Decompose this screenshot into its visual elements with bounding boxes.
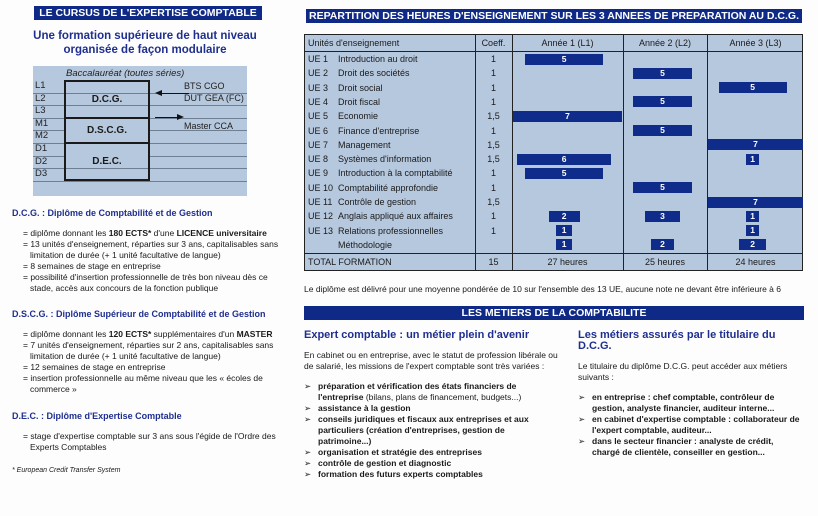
ue-name: Méthodologie <box>338 239 393 250</box>
hours-table <box>304 34 803 271</box>
ue-name: Comptabilité approfondie <box>338 182 439 193</box>
ue-coeff: 1 <box>490 225 496 236</box>
hours-bar-year-3: 5 <box>719 82 787 93</box>
ue-coeff: 1 <box>490 68 496 79</box>
arrow-bullet-icon: ➢ <box>578 392 586 402</box>
ue-name: Relations professionnelles <box>338 225 444 236</box>
dscg-box <box>64 117 150 144</box>
mission-item: ➢ organisation et stratégie des entreprises <box>304 447 482 457</box>
arrow-bullet-icon: ➢ <box>304 447 312 457</box>
list-item: = insertion professionnelle au même niveau que les « écoles de commerce » <box>23 373 263 394</box>
column-divider <box>623 35 624 270</box>
mission-item: ➢ assistance à la gestion <box>304 403 411 413</box>
arrow-bullet-icon: ➢ <box>304 458 312 468</box>
total-coeff: 15 <box>488 257 499 268</box>
ue-name: Finance d'entreprise <box>338 125 420 136</box>
ue-code: UE 10 <box>308 182 334 193</box>
table-note: Le diplôme est délivré pour une moyenne pondérée de 10 sur l'ensemble des 13 UE, aucune note ne devant être inférieure à 6 <box>304 284 781 294</box>
ue-name: Economie <box>338 111 379 122</box>
diagram-baccalaureat-label: Baccalauréat (toutes séries) <box>66 68 185 79</box>
dcg-box-label: D.C.G. <box>66 94 148 105</box>
repartition-banner: REPARTITION DES HEURES D'ENSEIGNEMENT SUR LES 3 ANNEES DE PREPARATION AU D.C.G. <box>306 9 802 23</box>
table-header-2: Année 1 (L1) <box>541 38 594 48</box>
ue-coeff: 1 <box>490 96 496 107</box>
ue-name: Introduction au droit <box>338 54 418 64</box>
bold-text: MASTER <box>236 329 273 339</box>
dec-title: D.E.C. : Diplôme d'Expertise Comptable <box>12 411 182 421</box>
total-year-2: 25 heures <box>644 257 686 268</box>
level-label-l2: L2 <box>35 92 46 104</box>
ue-code: UE 1 <box>308 54 329 64</box>
list-item: = 12 semaines de stage en entreprise <box>23 362 166 372</box>
ue-code: UE 9 <box>308 168 329 179</box>
list-item: = diplôme donnant les 180 ECTS* d'une LICENCE universitaire <box>23 228 267 238</box>
exit-label-master: Master CCA <box>184 121 234 131</box>
metiers-banner: LES METIERS DE LA COMPTABILITE <box>304 306 804 320</box>
arrow-bullet-icon: ➢ <box>304 469 312 479</box>
ue-code: UE 7 <box>308 139 329 150</box>
hours-bar-year-3: 7 <box>708 197 803 208</box>
hours-bar-year-1: 7 <box>513 111 622 122</box>
dec-box <box>64 142 150 181</box>
dscg-section <box>12 309 292 395</box>
arrow-bullet-icon: ➢ <box>304 403 312 413</box>
entry-arrow-head-icon <box>155 90 162 96</box>
dscg-list <box>12 329 292 395</box>
ue-name: Management <box>338 139 391 150</box>
expert-comptable-column <box>304 330 559 480</box>
exit-arrow <box>155 117 177 118</box>
list-item: = possibilité d'insertion professionnelle de très bon niveau dès ce stade, accès aux concours de la fonction publique <box>23 272 268 293</box>
hours-bar-year-3: 1 <box>746 154 760 165</box>
ue-name: Anglais appliqué aux affaires <box>338 211 453 222</box>
ue-code: UE 5 <box>308 111 329 122</box>
level-label-m1: M1 <box>35 117 49 129</box>
hours-bar-year-2: 5 <box>633 125 692 136</box>
ue-coeff: 1,5 <box>487 154 500 165</box>
ue-coeff: 1,5 <box>487 111 500 122</box>
arrow-bullet-icon: ➢ <box>578 414 586 424</box>
arrow-bullet-icon: ➢ <box>578 436 586 446</box>
hours-bar-year-2: 3 <box>645 211 680 222</box>
ue-coeff: 1 <box>490 82 496 93</box>
ue-coeff: 1 <box>490 182 496 193</box>
dec-list <box>12 431 292 453</box>
hours-bar-year-2: 5 <box>633 68 692 79</box>
ue-name: Systèmes d'information <box>338 154 432 165</box>
ue-coeff: 1 <box>490 211 496 222</box>
list-item: = 8 semaines de stage en entreprise <box>23 261 161 271</box>
titulaire-jobs-list <box>578 392 803 458</box>
mission-item: ➢ conseils juridiques et fiscaux aux entreprises et aux particuliers (création d'entreprises, gestion de patrimoine...) <box>304 414 529 446</box>
entry-label-bts: BTS CGO <box>184 81 225 91</box>
ue-code: UE 6 <box>308 125 329 136</box>
entry-label-dut: DUT GEA (FC) <box>184 93 244 103</box>
bold-text: LICENCE universitaire <box>176 228 267 238</box>
table-header-4: Année 3 (L3) <box>729 38 782 48</box>
level-label-d3: D3 <box>35 168 48 180</box>
subtitle-line-1: Une formation supérieure de haut niveau <box>33 30 257 42</box>
cursus-diagram <box>33 66 247 196</box>
titulaire-intro: Le titulaire du diplôme D.C.G. peut accéder aux métiers suivants : <box>578 361 788 382</box>
ue-coeff: 1 <box>490 168 496 179</box>
titulaire-title: Les métiers assurés par le titulaire du D.C.G. <box>578 329 776 352</box>
list-item: = 13 unités d'enseignement, réparties sur 3 ans, capitalisables sans limitation de durée (+ 1 unité facultative de langue) <box>23 239 279 260</box>
list-item: = stage d'expertise comptable sur 3 ans sous l'égide de l'Ordre des Experts Comptables <box>23 431 276 452</box>
arrow-bullet-icon: ➢ <box>304 414 312 424</box>
plain-text: (bilans, plans de financement, budgets...) <box>363 392 522 402</box>
ue-name: Droit fiscal <box>338 96 381 107</box>
ue-coeff: 1,5 <box>487 197 500 207</box>
hours-bar-year-3: 1 <box>746 225 760 236</box>
ue-name: Introduction à la comptabilité <box>338 168 453 179</box>
ue-coeff: 1 <box>490 54 496 64</box>
ue-code: UE 12 <box>308 211 334 222</box>
list-item: = 7 unités d'enseignement, réparties sur 2 ans, capitalisables sans limitation de durée (+ 1 unité facultative de langue) <box>23 340 274 361</box>
hours-bar-year-3: 2 <box>739 239 766 250</box>
dcg-list <box>12 228 292 294</box>
hours-bar-year-1: 5 <box>525 168 603 179</box>
mission-item: ➢ dans le secteur financier : analyste de crédit, chargé de clientèle, conseiller en gestion... <box>578 436 774 457</box>
level-label-d1: D1 <box>35 143 48 154</box>
ue-code: UE 13 <box>308 225 334 236</box>
expert-intro: En cabinet ou en entreprise, avec le statut de profession libérale ou de salarié, les missions de l'expert comptable sont très variées : <box>304 350 558 371</box>
dscg-title: D.S.C.G. : Diplôme Supérieur de Comptabilité et de Gestion <box>12 309 266 319</box>
ects-footnote: * European Credit Transfer System <box>12 467 121 474</box>
cursus-banner: LE CURSUS DE L'EXPERTISE COMPTABLE <box>34 6 262 20</box>
hours-bar-year-1: 1 <box>556 225 572 236</box>
cursus-subtitle <box>20 29 270 57</box>
hours-bar-year-1: 6 <box>517 154 610 165</box>
ue-name: Contrôle de gestion <box>338 197 417 207</box>
bold-text: 180 ECTS* <box>108 228 152 238</box>
bold-text: 120 ECTS* <box>108 329 152 339</box>
dec-section <box>12 411 292 453</box>
expert-title: Expert comptable : un métier plein d'avenir <box>304 329 530 341</box>
hours-bar-year-1: 5 <box>525 54 603 65</box>
table-header-3: Année 2 (L2) <box>638 38 692 48</box>
hours-bar-year-2: 2 <box>651 239 674 250</box>
hours-bar-year-1: 2 <box>549 211 580 222</box>
dscg-box-label: D.S.C.G. <box>66 125 148 136</box>
ue-code: UE 8 <box>308 154 329 165</box>
mission-item: ➢ en cabinet d'expertise comptable : collaborateur de l'expert comptable, auditeur... <box>578 414 800 435</box>
column-divider <box>707 35 708 270</box>
ue-code: UE 11 <box>308 197 333 207</box>
dcg-title: D.C.G. : Diplôme de Comptabilité et de Gestion <box>12 208 213 218</box>
mission-item: ➢ préparation et vérification des états financiers de l'entreprise (bilans, plans de financement, budgets...) <box>304 381 522 402</box>
level-label-l3: L3 <box>35 105 46 117</box>
expert-missions-list <box>304 381 559 480</box>
mission-item: ➢ contrôle de gestion et diagnostic <box>304 458 452 468</box>
subtitle-line-2: organisée de façon modulaire <box>63 44 227 56</box>
level-label-m2: M2 <box>35 130 49 142</box>
list-item: = diplôme donnant les 120 ECTS* supplémentaires d'un MASTER <box>23 329 273 339</box>
level-label-l1: L1 <box>35 80 46 91</box>
total-divider <box>305 253 802 254</box>
total-label: TOTAL FORMATION <box>308 257 392 268</box>
ue-coeff: 1 <box>490 125 496 136</box>
hours-bar-year-1: 1 <box>556 239 572 250</box>
titulaire-dcg-column <box>578 330 803 458</box>
mission-item: ➢ formation des futurs experts comptables <box>304 469 483 479</box>
mission-item: ➢ en entreprise : chef comptable, contrôleur de gestion, analyste financier, auditeur interne... <box>578 392 775 413</box>
dcg-section <box>12 208 292 294</box>
table-header-1: Coeff. <box>481 38 506 48</box>
arrow-bullet-icon: ➢ <box>304 381 312 391</box>
total-year-3: 24 heures <box>735 257 776 268</box>
hours-bar-year-2: 5 <box>633 182 692 193</box>
ue-name: Droit social <box>338 82 383 93</box>
dcg-box <box>64 80 150 119</box>
hours-bar-year-3: 7 <box>708 139 803 150</box>
ue-coeff: 1,5 <box>487 139 500 150</box>
ue-name: Droit des sociétés <box>338 68 410 79</box>
ue-code: UE 4 <box>308 96 329 107</box>
table-header-0: Unités d'enseignement <box>308 38 400 48</box>
dec-box-label: D.E.C. <box>66 156 148 167</box>
ue-code: UE 3 <box>308 82 329 93</box>
ue-code: UE 2 <box>308 68 329 79</box>
exit-arrow-head-icon <box>177 114 184 120</box>
total-year-1: 27 heures <box>547 257 588 268</box>
hours-bar-year-2: 5 <box>633 96 692 107</box>
column-divider <box>512 35 513 270</box>
hours-bar-year-3: 1 <box>746 211 760 222</box>
level-label-d2: D2 <box>35 155 48 167</box>
